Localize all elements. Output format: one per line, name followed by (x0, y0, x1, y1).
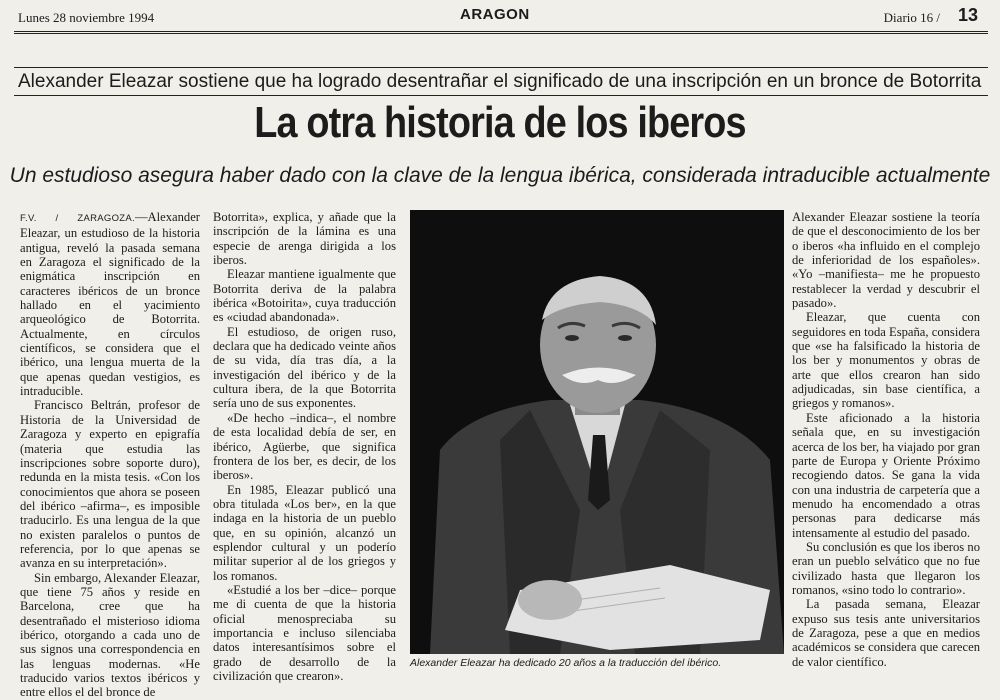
paragraph: —Alexander Eleazar, un estudioso de la historia antigua, reveló la pasada semana en Zaragoza el significado de la enigmática inscripción en caracteres ibéricos de un bronce hallado en el yacimiento arqueológico de Botorrita. Actualmente, en círculos científicos, se considera que el ibérico, una lengua muerta de la que apenas quedan vestigios, es intraducible. (20, 210, 200, 399)
paragraph: Sin embargo, Alexander Eleazar, que tiene 75 años y reside en Barcelona, cree que ha desentrañado el misterioso idioma ibérico, otorgando a cada uno de sus signos una correspondencia en las lenguas modernas. «He traducido varios textos ibéricos y entre ellos el del bronce de (20, 570, 200, 700)
paragraph: En 1985, Eleazar publicó una obra titulada «Los ber», en la que indaga en la historia de un pueblo que, en su opinión, alcanzó un esplendor cultural y un poderío militar superior al de los griegos y los romanos. (213, 482, 396, 583)
article-column-4 (792, 210, 980, 669)
paragraph: Botorrita», explica, y añade que la inscripción de la lámina es una especie de arenga dirigida a los iberos. (213, 210, 396, 268)
portrait-illustration (410, 210, 784, 654)
paragraph: «Estudié a los ber –dice– porque me di cuenta de que la historia oficial menospreciaba su importancia e incluso silenciaba datos interesantísimos sobre el grado de desarrollo de la civilización que crearon». (213, 582, 396, 683)
paragraph: Este aficionado a la historia señala que, en su investigación acerca de los ber, ha viajado por gran parte de Europa y Oriente Próximo recogiendo datos. Se gana la vida con una industria de carpetería que a menudo ha encomendado a otras personas para dedicarse más intensamente al estudio del pasado. (792, 410, 980, 540)
page-number: 13 (957, 5, 978, 25)
photo-caption: Alexander Eleazar ha dedicado 20 años a la traducción del ibérico. (410, 657, 722, 669)
article-kicker: Alexander Eleazar sostiene que ha logrado desentrañar el significado de una inscripción en un bronce de Botorrita (18, 71, 982, 92)
kicker-rule (14, 67, 988, 68)
header-rule (14, 31, 988, 32)
header-rule-thin (14, 33, 988, 34)
paragraph: «De hecho –indica–, el nombre de esta localidad debía de ser, en ibérico, Agüerbe, que significa frontera de los ber, es decir, de los iberos». (213, 410, 396, 483)
article-column-1 (20, 210, 200, 700)
paragraph: Eleazar, que cuenta con seguidores en toda España, considera que «se ha falsificado la historia de los ber y monumentos y obras de arte que ellos crearon han sido adjudicadas, sin base científica, a griegos y romanos». (792, 310, 980, 411)
page-header (0, 4, 1000, 28)
article-headline: La otra historia de los iberos (254, 98, 746, 147)
newspaper-name: Diario 16 / (883, 10, 940, 25)
paragraph: Su conclusión es que los iberos no eran un pueblo selvático que no fue civilizado hasta que llegaron los romanos, «sino todo lo contrario». (792, 539, 980, 597)
paragraph: La pasada semana, Eleazar expuso sus tesis ante universitarios de Zaragoza, pese a que en medios académicos se considera que carecen de valor científico. (792, 597, 980, 669)
portrait-photo (410, 210, 784, 654)
paragraph: El estudioso, de origen ruso, declara que ha dedicado veinte años de su vida, día tras día, a la investigación del ibérico y de la cultura ibera, de la que Botorrita sería uno de sus exponentes. (213, 324, 396, 411)
article-column-2 (213, 210, 396, 683)
paragraph: Alexander Eleazar sostiene la teoría de que el desconocimiento de los ber o iberos «ha influido en el complejo de inferioridad de los españoles». «Yo –manifiesta– me he propuesto restablecer la verdad y descubrir el pasado». (792, 210, 980, 311)
paragraph: Eleazar mantiene igualmente que Botorrita deriva de la palabra ibérica «Botoirita», cuya traducción es «ciudad abandonada». (213, 267, 396, 325)
lead-paragraph (20, 210, 200, 398)
header-date: Lunes 28 noviembre 1994 (18, 10, 155, 25)
paragraph: Francisco Beltrán, profesor de Historia de la Universidad de Zaragoza y experto en epigrafía (materia que estudia las inscripciones sobre soporte duro), redunda en la mista tesis. «Con los conocimientos que ahora se poseen del ibérico –afirma–, es imposible traducirlo. Es una lengua de la que no existen paralelos o puntos de referencia, por lo que apenas se avanza en su interpretación». (20, 398, 200, 571)
section-name: ARAGON (460, 6, 530, 23)
byline: F.V. / ZARAGOZA. (20, 213, 135, 224)
article-subhead: Un estudioso asegura haber dado con la clave de la lengua ibérica, considerada intraducible actualmente (9, 164, 991, 187)
kicker-rule-bottom (14, 95, 988, 96)
